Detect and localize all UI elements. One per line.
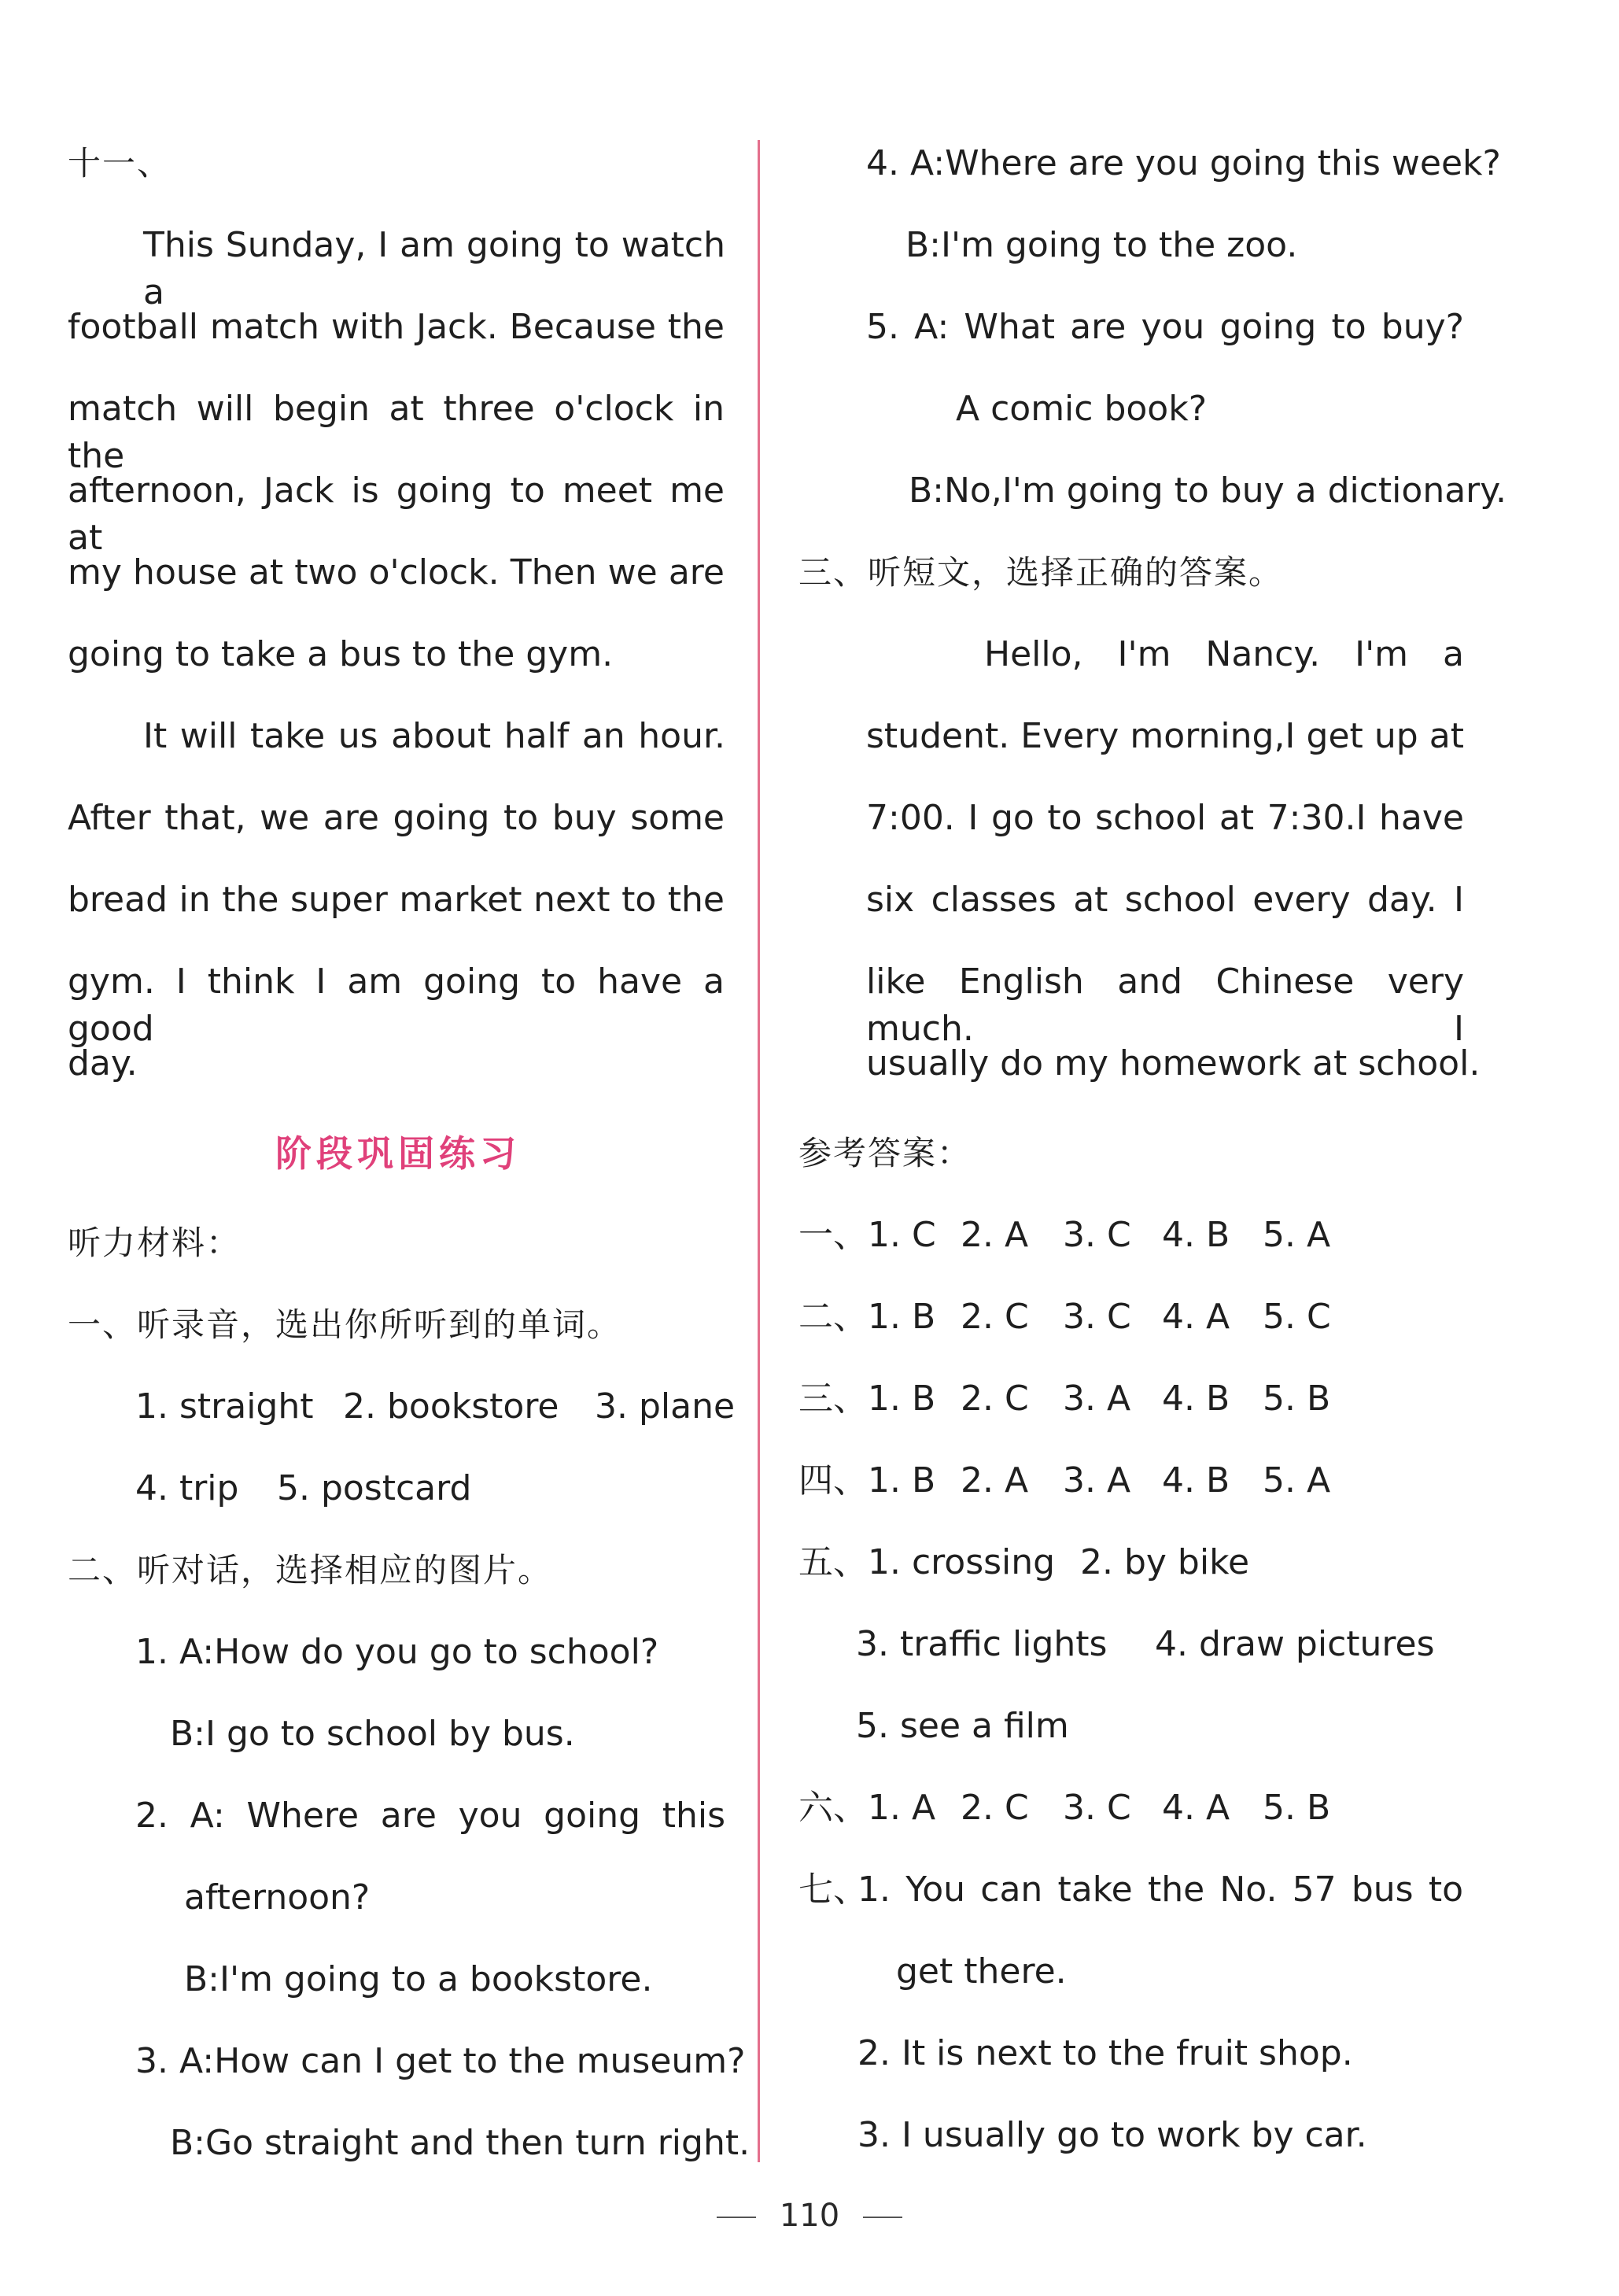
answer-item: 4. B xyxy=(1162,1460,1230,1501)
answer-item: 1. B xyxy=(868,1297,936,1337)
answer-item: 3. A xyxy=(1063,1460,1131,1501)
answer-item: 4. B xyxy=(1162,1379,1230,1419)
answer-label: 二、 xyxy=(798,1297,868,1337)
answer-row xyxy=(798,1294,1331,1341)
passage-line: It will take us about half an hour. xyxy=(143,716,725,756)
passage-line: going to take a bus to the gym. xyxy=(68,634,614,674)
word-item: 3. plane xyxy=(595,1386,736,1427)
part2-heading: 二、听对话，选择相应的图片。 xyxy=(68,1551,553,1589)
answer-item: 3. C xyxy=(1063,1297,1131,1337)
answer-label: 七、 xyxy=(798,1870,868,1910)
passage-line: Hello, I'm Nancy. I'm a xyxy=(984,634,1464,674)
passage-line: gym. I think I am going to have a good xyxy=(68,962,725,1049)
answer-row xyxy=(798,1375,1330,1423)
passage-line: 7:00. I go to school at 7:30.I have xyxy=(866,798,1464,838)
dialogue-line: afternoon? xyxy=(184,1877,371,1918)
dialogue-line: B:Go straight and then turn right. xyxy=(170,2123,750,2163)
answer-row xyxy=(856,1621,1435,1668)
dialogue-line: B:I'm going to a bookstore. xyxy=(184,1959,653,1999)
dialogue-line: B:I'm going to the zoo. xyxy=(905,225,1298,265)
dialogue-line: 1. A:How do you go to school? xyxy=(135,1632,659,1672)
answer-label: 四、 xyxy=(798,1460,868,1501)
footer-dash xyxy=(863,2217,902,2218)
answer-item: 2. C xyxy=(961,1788,1029,1828)
answer-item: 5. C xyxy=(1263,1297,1331,1337)
passage-line: After that, we are going to buy some xyxy=(68,798,725,838)
answer-label: 六、 xyxy=(798,1788,868,1828)
answer-label: 五、 xyxy=(798,1542,868,1582)
word-item: 5. postcard xyxy=(277,1468,472,1508)
column-divider xyxy=(758,140,760,2162)
answer-label: 一、 xyxy=(798,1215,868,1255)
answer-row xyxy=(798,1785,1330,1832)
answer-item: 4. draw pictures xyxy=(1155,1624,1435,1664)
passage-line: This Sunday, I am going to watch a xyxy=(143,225,725,312)
answer-item: 2. A xyxy=(961,1460,1029,1501)
answer-item: 5. B xyxy=(1263,1379,1331,1419)
dialogue-line: 4. A:Where are you going this week? xyxy=(866,143,1501,183)
dialogue-line: B:I go to school by bus. xyxy=(170,1714,575,1754)
word-item: 4. trip xyxy=(135,1468,239,1508)
dialogue-line: 5. A: What are you going to buy? xyxy=(866,307,1464,347)
passage-line: my house at two o'clock. Then we are xyxy=(68,552,725,592)
answer-item: 2. A xyxy=(961,1215,1029,1255)
answer-item: 2. C xyxy=(961,1379,1029,1419)
section-label: 十一、 xyxy=(68,144,172,183)
answer-item: 1. B xyxy=(868,1379,936,1419)
answer-item: 3. A xyxy=(1063,1379,1131,1419)
passage-line: like English and Chinese very much. I xyxy=(866,962,1464,1049)
stage-title: 阶段巩固练习 xyxy=(275,1132,521,1175)
answer-item: 3. I usually go to work by car. xyxy=(857,2115,1367,2155)
listening-heading: 听力材料： xyxy=(68,1224,242,1262)
answer-item: 3. C xyxy=(1063,1788,1131,1828)
dialogue-line: 3. A:How can I get to the museum? xyxy=(135,2041,746,2081)
passage-line: day. xyxy=(68,1043,138,1083)
answer-item: 5. B xyxy=(1263,1788,1331,1828)
answer-item: 4. A xyxy=(1162,1788,1230,1828)
answers-heading: 参考答案： xyxy=(798,1134,972,1172)
dialogue-line: A comic book? xyxy=(956,389,1208,429)
answer-item: 4. B xyxy=(1162,1215,1230,1255)
answer-item: 1. You can take the No. 57 bus to xyxy=(857,1870,1463,1910)
passage-line: afternoon, Jack is going to meet me at xyxy=(68,471,725,558)
dialogue-line: B:No,I'm going to buy a dictionary. xyxy=(909,471,1507,511)
answer-item: 1. C xyxy=(868,1215,936,1255)
word-item: 1. straight xyxy=(135,1386,314,1427)
answer-item: 5. A xyxy=(1263,1215,1331,1255)
answer-item: 4. A xyxy=(1162,1297,1230,1337)
page-number: 110 xyxy=(779,2198,840,2234)
answer-item: 1. A xyxy=(868,1788,936,1828)
answer-item: 1. B xyxy=(868,1460,936,1501)
page-number-footer xyxy=(0,2192,1619,2239)
passage-line: student. Every morning,I get up at xyxy=(866,716,1464,756)
answer-label: 三、 xyxy=(798,1379,868,1419)
answer-row xyxy=(798,1212,1330,1259)
answer-item: 1. crossing xyxy=(868,1542,1056,1582)
answer-item: get there. xyxy=(896,1951,1067,1991)
answer-item: 5. see a film xyxy=(856,1706,1069,1746)
passage-line: usually do my homework at school. xyxy=(866,1043,1481,1083)
answer-item: 5. A xyxy=(1263,1460,1331,1501)
answer-row xyxy=(798,1539,1249,1586)
answer-item: 2. by bike xyxy=(1080,1542,1250,1582)
answer-item: 2. C xyxy=(961,1297,1029,1337)
passage-line: football match with Jack. Because the xyxy=(68,307,725,347)
answer-item: 3. traffic lights xyxy=(856,1624,1108,1664)
answer-row xyxy=(798,1457,1330,1504)
dialogue-line: 2. A: Where are you going this xyxy=(135,1796,725,1836)
passage-line: match will begin at three o'clock in the xyxy=(68,389,725,476)
answer-item: 2. It is next to the fruit shop. xyxy=(857,2033,1353,2073)
passage-line: bread in the super market next to the xyxy=(68,880,725,920)
answer-item: 3. C xyxy=(1063,1215,1131,1255)
word-item: 2. bookstore xyxy=(343,1386,559,1427)
part1-heading: 一、听录音，选出你所听到的单词。 xyxy=(68,1305,622,1344)
part3-heading: 三、听短文，选择正确的答案。 xyxy=(798,553,1284,592)
passage-line: six classes at school every day. I xyxy=(866,880,1464,920)
footer-dash xyxy=(717,2217,756,2218)
